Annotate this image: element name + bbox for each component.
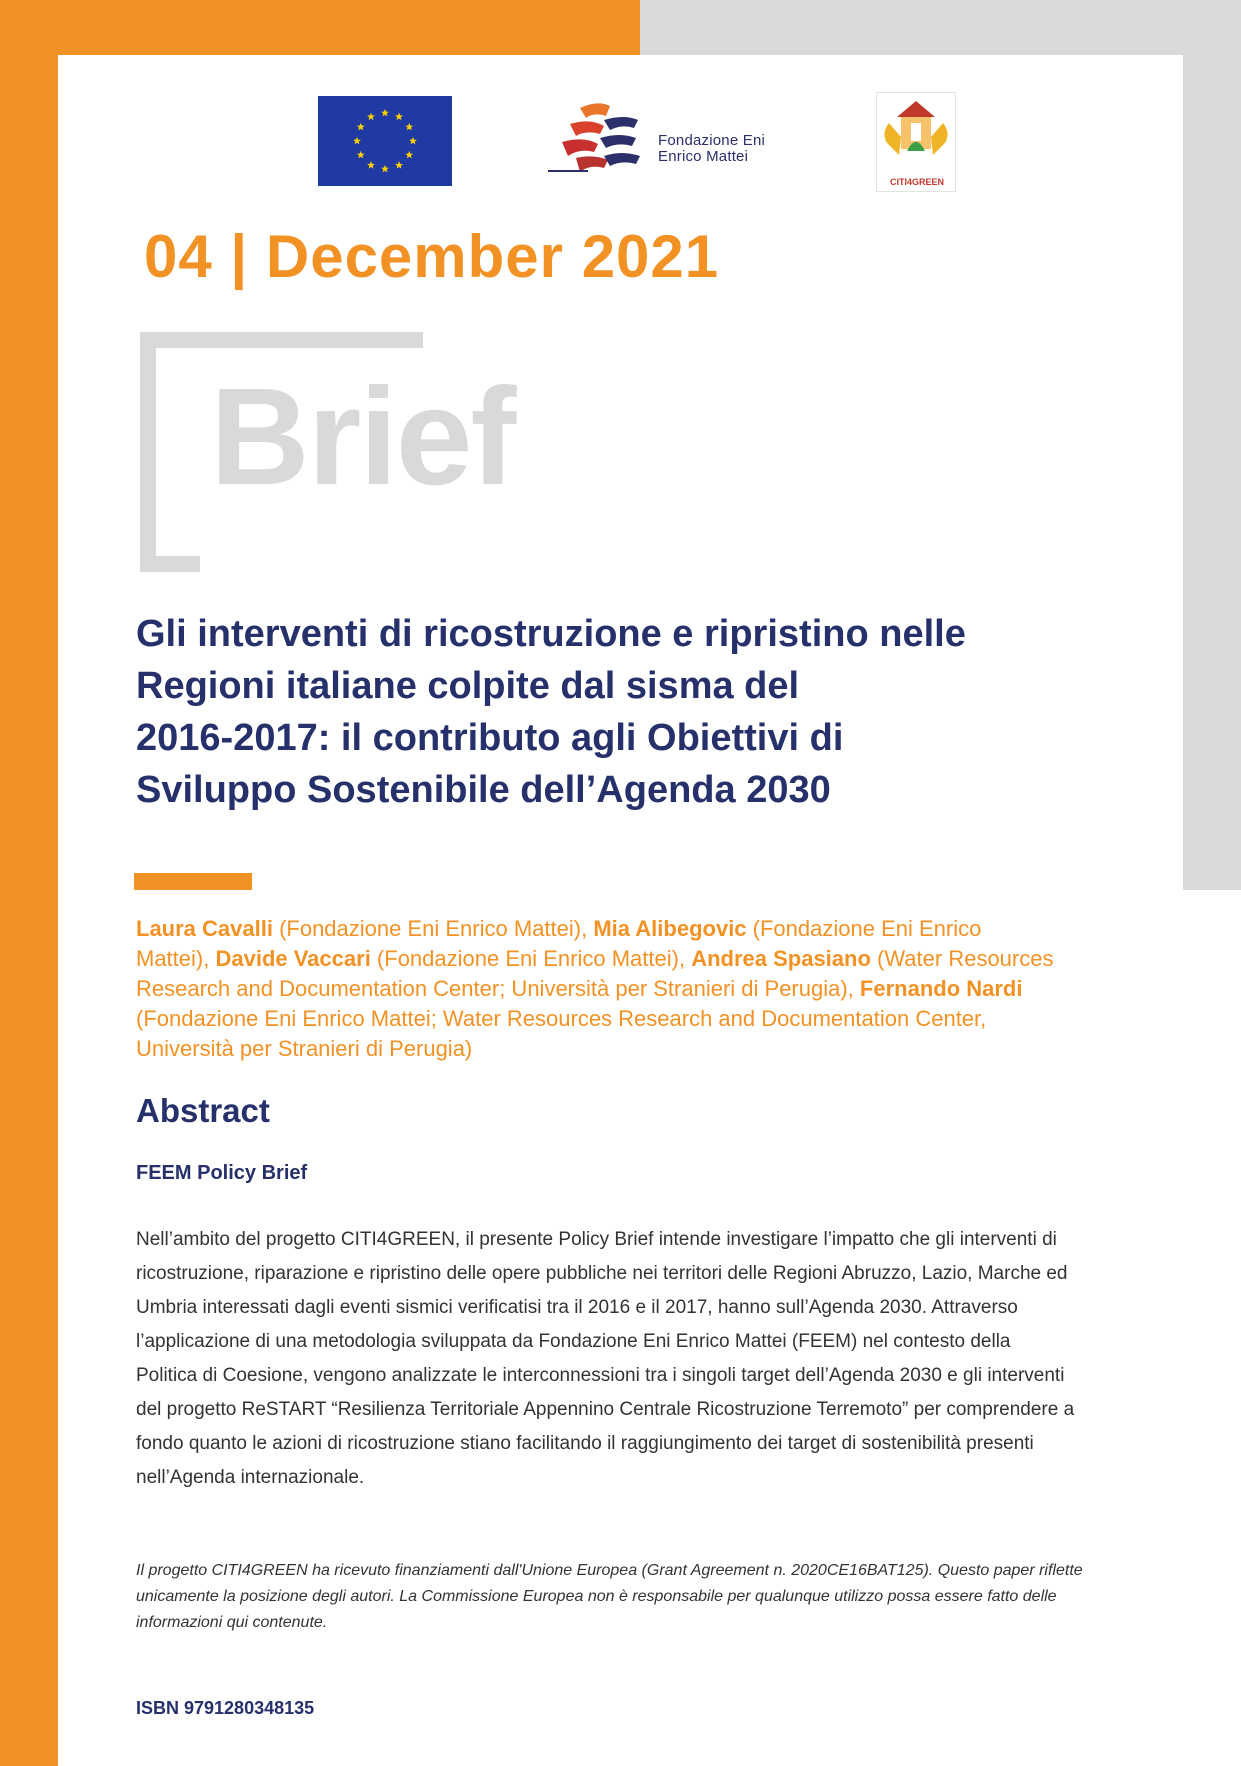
eu-star-icon <box>405 151 413 159</box>
feem-brush-mark-icon <box>540 98 650 184</box>
eu-star-icon <box>409 137 417 145</box>
author-affiliation: (Fondazione Eni Enrico Mattei; Water Resources Research and Documentation Center, Università per Stranieri di Perugia) <box>136 1006 987 1061</box>
author-list <box>136 914 1056 1064</box>
citi4green-logo <box>876 92 956 192</box>
author-affiliation: (Fondazione Eni Enrico Mattei), <box>272 916 594 941</box>
author-name: Fernando Nardi <box>859 976 1023 1001</box>
author-name: Laura Cavalli <box>136 916 273 941</box>
eu-star-icon <box>367 161 375 169</box>
eu-flag-logo <box>318 96 452 186</box>
house-hands-icon <box>877 93 955 171</box>
author-affiliation: (Water Resources Research and Documentation Center; Università per Stranieri di Perugia), <box>136 946 1054 1001</box>
eu-star-icon <box>381 165 389 173</box>
eu-star-icon <box>395 161 403 169</box>
eu-star-icon <box>381 109 389 117</box>
title-line: Sviluppo Sostenibile dell’Agenda 2030 <box>136 769 831 811</box>
author-name: Mia Alibegovic <box>593 916 747 941</box>
citi4green-logo-text: CITI4GREEN <box>889 177 944 187</box>
eu-star-icon <box>405 123 413 131</box>
author-name: Andrea Spasiano <box>691 946 871 971</box>
issue-date: 04 | December 2021 <box>144 223 720 290</box>
eu-stars-icon <box>318 96 452 186</box>
funding-disclaimer: Il progetto CITI4GREEN ha ricevuto finanziamenti dall'Unione Europea (Grant Agreement n. 2020CE16BAT125). Questo paper riflette unicamente la posizione degli autori. La Commissione Europea non è responsabile per qualunque utilizzo possa essere fatto delle informazioni qui contenute. <box>136 1562 1083 1631</box>
feem-logo-line-2: Enrico Mattei <box>658 148 749 165</box>
eu-star-icon <box>353 137 361 145</box>
eu-star-icon <box>357 123 365 131</box>
eu-star-icon <box>357 151 365 159</box>
eu-star-icon <box>367 113 375 121</box>
orange-divider <box>134 873 252 890</box>
abstract-subheading: FEEM Policy Brief <box>136 1162 308 1184</box>
author-affiliation: (Fondazione Eni Enrico Mattei), <box>136 916 982 971</box>
page-sheet <box>58 55 1183 1766</box>
feem-logo <box>540 96 790 186</box>
abstract-heading: Abstract <box>136 1092 270 1129</box>
title-line: Regioni italiane colpite dal sisma del <box>136 665 800 707</box>
feem-logo-text <box>658 133 765 165</box>
author-affiliation: (Fondazione Eni Enrico Mattei), <box>370 946 692 971</box>
document-title <box>136 608 1076 816</box>
abstract-body: Nell’ambito del progetto CITI4GREEN, il presente Policy Brief intende investigare l’impatto che gli interventi di ricostruzione, riparazione e ripristino delle opere pubbliche nei territori delle Regioni Abruzzo, Lazio, Marche ed Umbria interessati dagli eventi sismici verificatisi tra il 2016 e il 2017, hanno sull’Agenda 2030. Attraverso l’applicazione di una metodologia sviluppata da Fondazione Eni Enrico Mattei (FEEM) nel contesto della Politica di Coesione, vengono analizzate le interconnessioni tra i singoli target dell’Agenda 2030 e gli interventi del progetto ReSTART “Resilienza Territoriale Appennino Centrale Ricostruzione Terremoto” per comprendere a fondo quanto le azioni di ricostruzione stiano facilitando il raggiungimento dei target di sostenibilità presenti nell’Agenda internazionale. <box>136 1229 1075 1488</box>
author-name: Davide Vaccari <box>215 946 371 971</box>
title-line: Gli interventi di ricostruzione e ripristino nelle <box>136 613 966 655</box>
brief-wordmark: Brief <box>210 360 515 514</box>
feem-logo-line-1: Fondazione Eni <box>658 132 766 149</box>
isbn-number: ISBN 9791280348135 <box>136 1698 315 1718</box>
citi4green-logo-frame <box>876 92 956 192</box>
eu-star-icon <box>395 113 403 121</box>
title-line: 2016-2017: il contributo agli Obiettivi di <box>136 717 844 759</box>
